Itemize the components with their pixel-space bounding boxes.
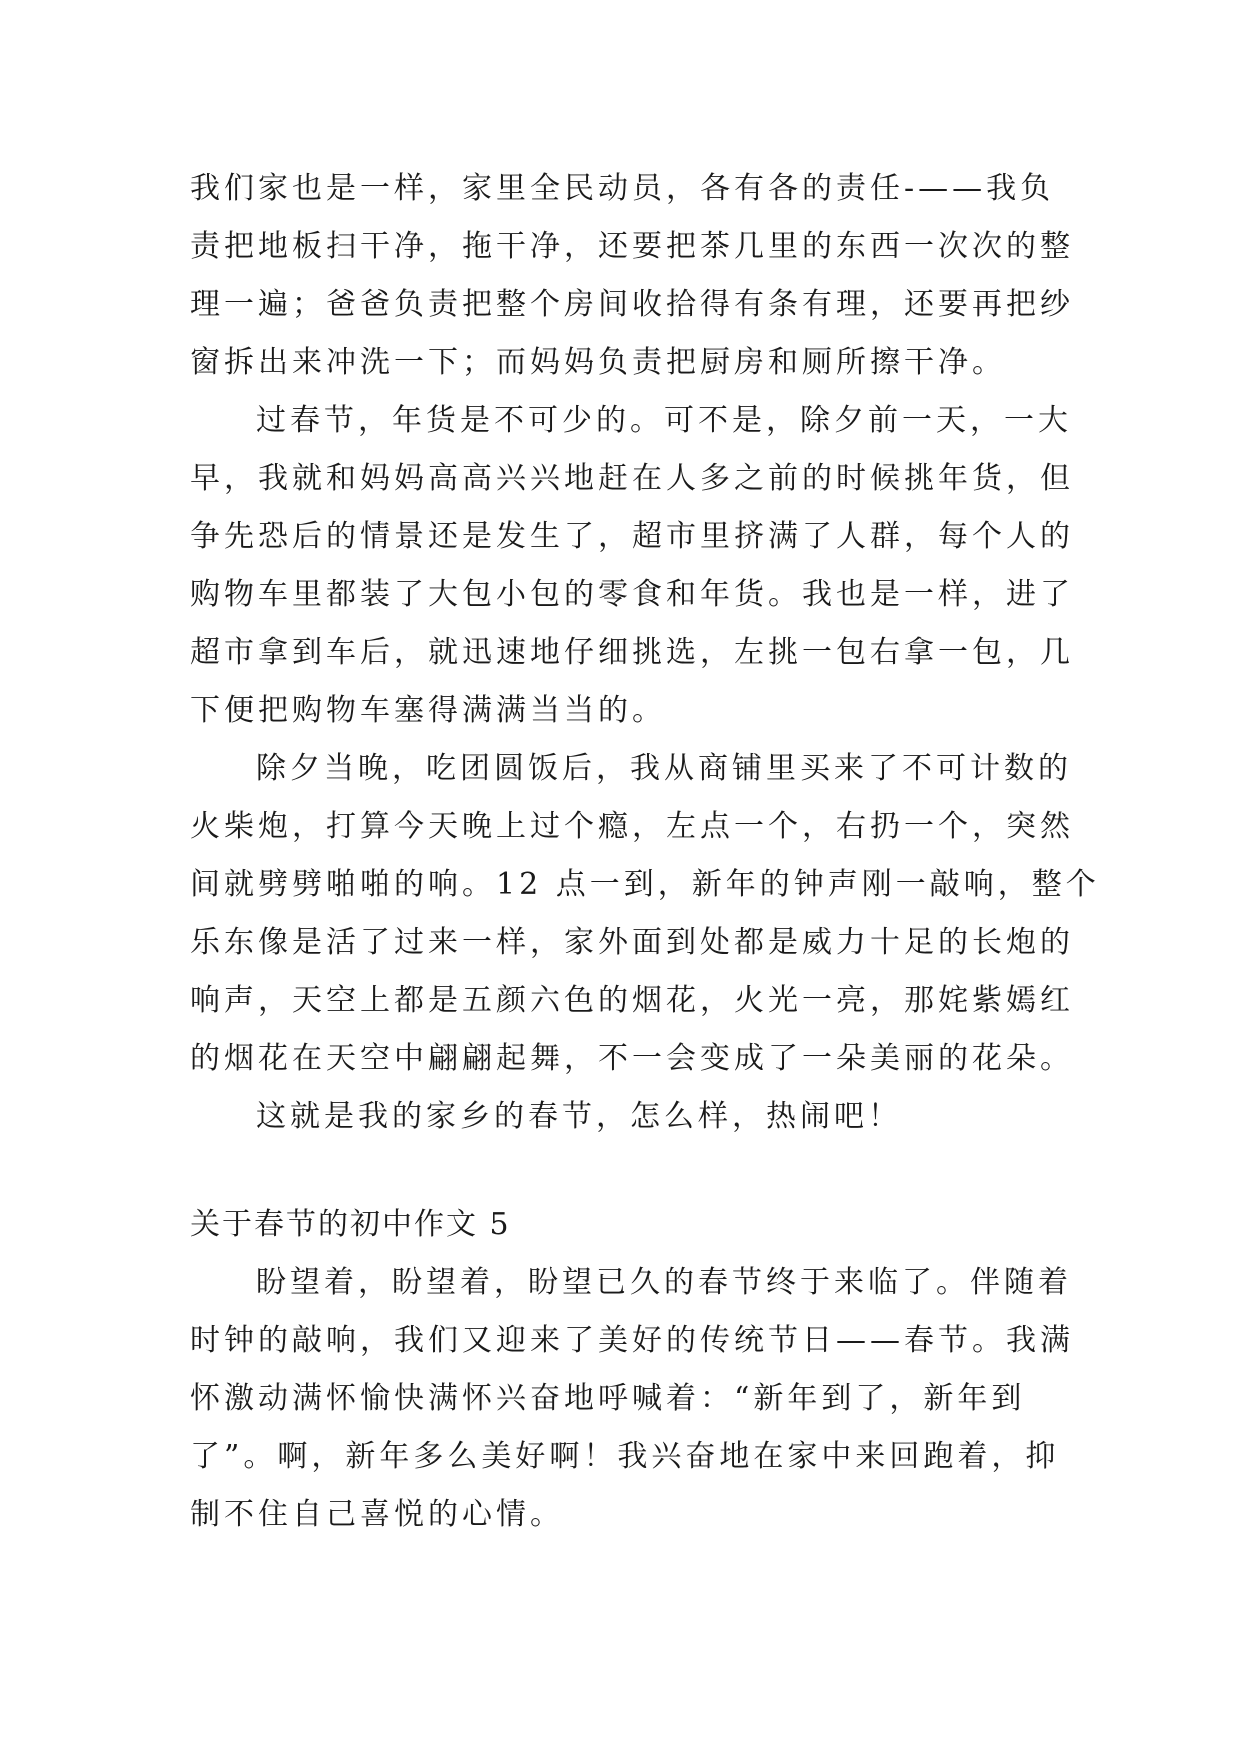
text-line: 我们家也是一样，家里全民动员，各有各的责任-——我负 [190,171,1055,206]
text-line: 下便把购物车塞得满满当当的。 [190,693,666,728]
text-line: 乐东像是活了过来一样，家外面到处都是威力十足的长炮的 [190,925,1074,960]
text-line: 理一遍；爸爸负责把整个房间收拾得有条有理，还要再把纱 [190,287,1074,322]
text-line: 火柴炮，打算今天晚上过个瘾，左点一个，右扔一个，突然 [190,809,1074,844]
text-line: 间就劈劈啪啪的响。12 点一到，新年的钟声刚一敲响，整个 [190,867,1100,902]
paragraph-first-line: 过春节，年货是不可少的。可不是，除夕前一天，一大 [256,403,1072,438]
text-line: 时钟的敲响，我们又迎来了美好的传统节日——春节。我满 [190,1323,1074,1358]
paragraph-first-line: 除夕当晚，吃团圆饭后，我从商铺里买来了不可计数的 [256,751,1072,786]
text-line: 早，我就和妈妈高高兴兴地赶在人多之前的时候挑年货，但 [190,461,1074,496]
text-line: 的烟花在天空中翩翩起舞，不一会变成了一朵美丽的花朵。 [190,1041,1074,1076]
text-line: 了”。啊，新年多么美好啊！我兴奋地在家中来回跑着，抑 [190,1439,1060,1474]
text-line: 制不住自己喜悦的心情。 [190,1497,564,1532]
text-line: 责把地板扫干净，拖干净，还要把茶几里的东西一次次的整 [190,229,1074,264]
essay-body-section-2 [190,1254,1074,1544]
text-line: 怀激动满怀愉快满怀兴奋地呼喊着：“新年到了，新年到 [190,1381,1026,1416]
text-line: 窗拆出来冲洗一下；而妈妈负责把厨房和厕所擦干净。 [190,345,1006,380]
essay-title: 关于春节的初中作文 5 [190,1207,511,1242]
text-line: 购物车里都装了大包小包的零食和年货。我也是一样，进了 [190,577,1074,612]
paragraph-first-line: 盼望着，盼望着，盼望已久的春节终于来临了。伴随着 [256,1265,1072,1300]
paragraph-first-line: 这就是我的家乡的春节，怎么样，热闹吧！ [256,1099,902,1134]
text-line: 响声，天空上都是五颜六色的烟花，火光一亮，那姹紫嫣红 [190,983,1074,1018]
essay-body-section-1 [190,160,1100,1146]
text-line: 超市拿到车后，就迅速地仔细挑选，左挑一包右拿一包，几 [190,635,1074,670]
text-line: 争先恐后的情景还是发生了，超市里挤满了人群，每个人的 [190,519,1074,554]
